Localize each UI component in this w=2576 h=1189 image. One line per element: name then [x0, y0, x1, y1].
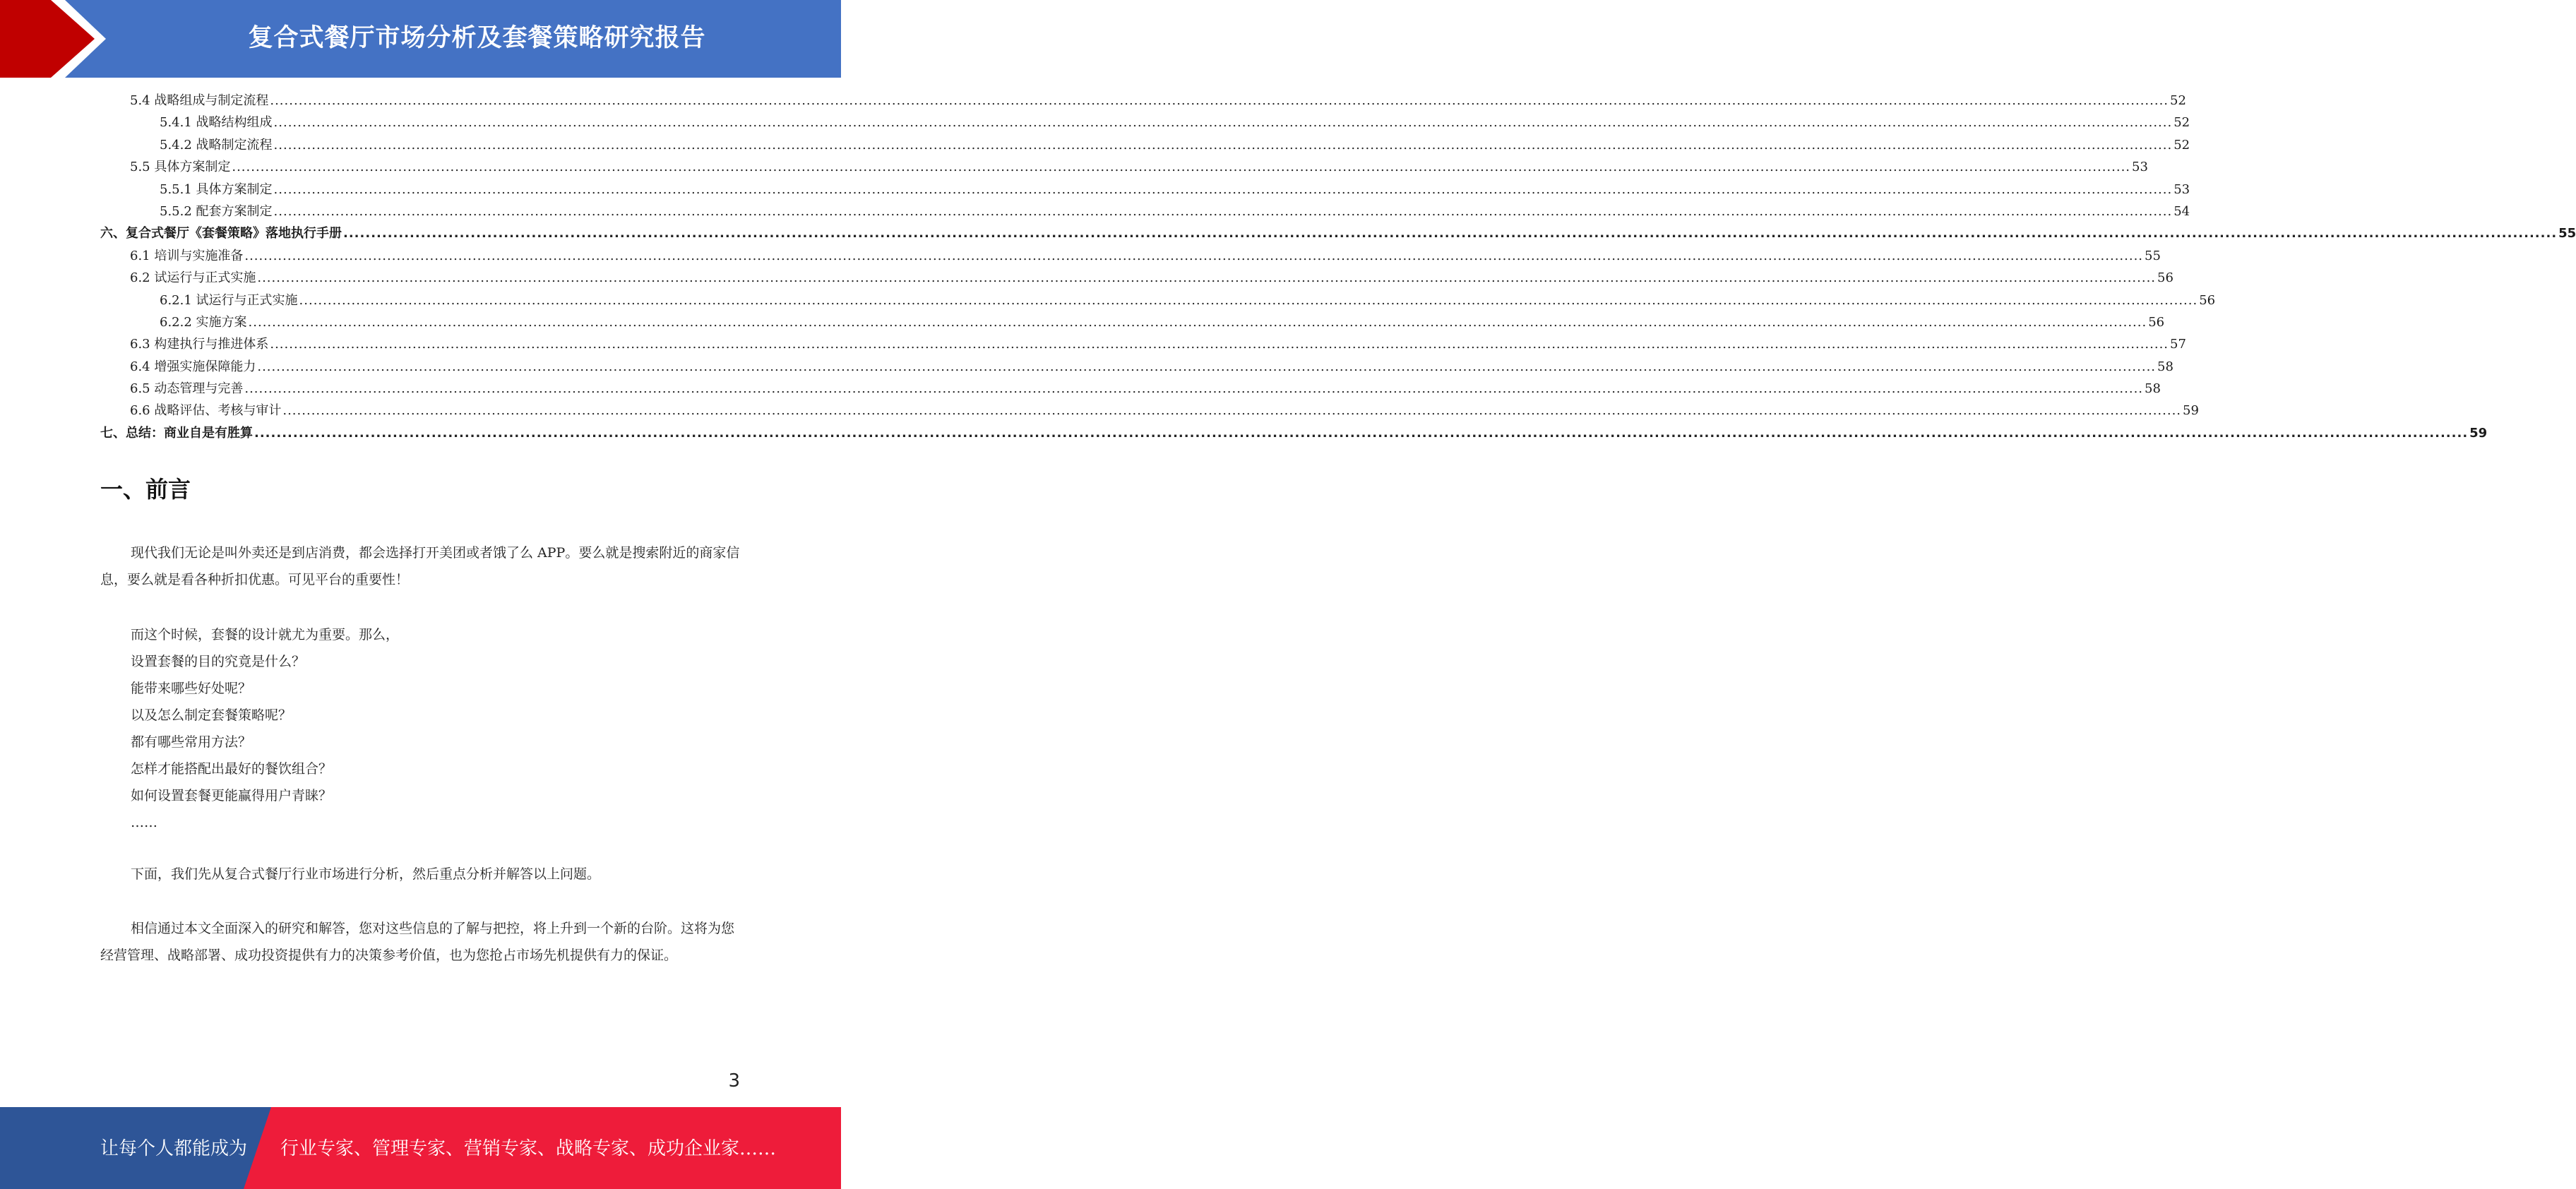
toc-leader-dots: ................................................................................................................................................................................................................................................................................................................................................................................................................: [257, 270, 2157, 286]
toc-leader-dots: ................................................................................................................................................................................................................................................................................................................................................................................................................: [273, 203, 2173, 219]
intro-paragraph-2: 下面，我们先从复合式餐厅行业市场进行分析，然后重点分析并解答以上问题。: [131, 866, 601, 882]
document-title: 复合式餐厅市场分析及套餐策略研究报告: [248, 24, 706, 52]
toc-entry-page: 55: [2145, 248, 2161, 263]
question-line: 如何设置套餐更能赢得用户青睐？: [131, 788, 333, 803]
toc-entry[interactable]: [100, 134, 2190, 156]
question-line: 能带来哪些好处呢？: [131, 681, 252, 696]
toc-entry-page: 52: [2174, 137, 2190, 153]
toc-entry[interactable]: [100, 90, 2186, 112]
toc-entry-label: 6.4 增强实施保障能力: [130, 359, 256, 374]
toc-entry[interactable]: [100, 356, 2174, 378]
toc-leader-dots: ................................................................................................................................................................................................................................................................................................................................................................................................................: [244, 248, 2144, 263]
toc-entry-page: 53: [2132, 160, 2148, 175]
question-line: 都有哪些常用方法？: [131, 734, 252, 750]
toc-entry-page: 56: [2148, 314, 2165, 330]
table-of-contents: [100, 90, 2576, 444]
footer-slogan-right: 行业专家、管理专家、营销专家、战略专家、成功企业家……: [280, 1138, 777, 1159]
toc-leader-dots: ................................................................................................................................................................................................................................................................................................................................................................................................................: [299, 292, 2198, 308]
toc-entry-page: 56: [2199, 292, 2216, 308]
toc-entry-label: 6.5 动态管理与完善: [130, 381, 244, 397]
toc-entry[interactable]: [100, 156, 2148, 178]
toc-entry[interactable]: [100, 112, 2190, 133]
toc-entry-page: 59: [2469, 425, 2488, 441]
toc-entry-page: 55: [2558, 226, 2576, 241]
toc-entry[interactable]: [100, 378, 2161, 400]
toc-entry-label: 5.5.1 具体方案制定: [160, 181, 273, 197]
page-number: 3: [728, 1070, 740, 1092]
toc-entry-label: 6.2.2 实施方案: [160, 314, 247, 330]
toc-leader-dots: ................................................................................................................................................................................................................................................................................................................................................................................................................: [343, 226, 2558, 241]
toc-leader-dots: ................................................................................................................................................................................................................................................................................................................................................................................................................: [273, 137, 2173, 153]
toc-leader-dots: ................................................................................................................................................................................................................................................................................................................................................................................................................: [257, 359, 2157, 374]
toc-entry[interactable]: [100, 179, 2190, 201]
toc-entry-page: 58: [2145, 381, 2161, 397]
toc-entry[interactable]: [100, 400, 2199, 422]
toc-entry-page: 52: [2170, 92, 2186, 108]
toc-entry-page: 57: [2170, 337, 2186, 352]
toc-entry-label: 6.1 培训与实施准备: [130, 248, 244, 263]
toc-entry[interactable]: [100, 222, 2576, 244]
toc-entry-page: 58: [2157, 359, 2174, 374]
toc-entry[interactable]: [100, 311, 2165, 333]
toc-entry-label: 5.5 具体方案制定: [130, 160, 231, 175]
page-footer: [0, 1107, 841, 1189]
toc-entry-page: 54: [2174, 203, 2190, 219]
intro-paragraph-3: 相信通过本文全面深入的研究和解答，您对这些信息的了解与把控，将上升到一个新的台阶。这将为您经营管理、战略部署、成功投资提供有力的决策参考价值，也为您抢占市场先机提供有力的保证。: [100, 921, 735, 963]
toc-entry-label: 6.2 试运行与正式实施: [130, 270, 256, 286]
section-heading: 一、前言: [100, 476, 191, 503]
question-line: 以及怎么制定套餐策略呢？: [131, 707, 292, 723]
page-header: [0, 0, 841, 78]
toc-entry[interactable]: [100, 289, 2216, 311]
toc-entry-label: 5.4 战略组成与制定流程: [130, 92, 269, 108]
toc-leader-dots: ................................................................................................................................................................................................................................................................................................................................................................................................................: [273, 181, 2173, 197]
toc-leader-dots: ................................................................................................................................................................................................................................................................................................................................................................................................................: [282, 403, 2182, 419]
question-line: 而这个时候，套餐的设计就尤为重要。那么，: [131, 627, 400, 643]
toc-entry-label: 6.6 战略评估、考核与审计: [130, 403, 282, 419]
toc-entry-label: 6.2.1 试运行与正式实施: [160, 292, 298, 308]
toc-entry-page: 59: [2183, 403, 2199, 419]
toc-entry-label: 5.4.2 战略制定流程: [160, 137, 273, 153]
toc-leader-dots: ................................................................................................................................................................................................................................................................................................................................................................................................................: [270, 92, 2169, 108]
question-line: ……: [131, 815, 157, 830]
toc-leader-dots: ................................................................................................................................................................................................................................................................................................................................................................................................................: [232, 160, 2131, 175]
toc-entry-page: 53: [2174, 181, 2190, 197]
toc-entry[interactable]: [100, 422, 2488, 444]
toc-leader-dots: ................................................................................................................................................................................................................................................................................................................................................................................................................: [248, 314, 2147, 330]
intro-paragraph-1: 现代我们无论是叫外卖还是到店消费，都会选择打开美团或者饿了么 APP。要么就是搜索附近的商家信息，要么就是看各种折扣优惠。可见平台的重要性！: [100, 545, 740, 587]
toc-entry-label: 5.5.2 配套方案制定: [160, 203, 273, 219]
toc-leader-dots: ................................................................................................................................................................................................................................................................................................................................................................................................................: [273, 115, 2173, 131]
toc-entry[interactable]: [100, 245, 2161, 267]
toc-entry-page: 52: [2174, 115, 2190, 131]
toc-leader-dots: ................................................................................................................................................................................................................................................................................................................................................................................................................: [254, 425, 2469, 441]
question-line: 怎样才能搭配出最好的餐饮组合？: [131, 761, 333, 777]
toc-entry[interactable]: [100, 333, 2186, 355]
question-list: [131, 621, 399, 836]
toc-entry-label: 5.4.1 战略结构组成: [160, 115, 273, 131]
toc-entry[interactable]: [100, 267, 2174, 289]
question-line: 设置套餐的目的究竟是什么？: [131, 654, 306, 669]
toc-leader-dots: ................................................................................................................................................................................................................................................................................................................................................................................................................: [270, 337, 2169, 352]
toc-leader-dots: ................................................................................................................................................................................................................................................................................................................................................................................................................: [244, 381, 2144, 397]
toc-entry-label: 六、复合式餐厅《套餐策略》落地执行手册: [100, 226, 342, 241]
toc-entry-page: 56: [2157, 270, 2174, 286]
toc-entry-label: 6.3 构建执行与推进体系: [130, 337, 269, 352]
footer-slogan-left: 让每个人都能成为: [100, 1138, 248, 1159]
toc-entry[interactable]: [100, 201, 2190, 222]
toc-entry-label: 七、总结：商业自是有胜算: [100, 425, 253, 441]
